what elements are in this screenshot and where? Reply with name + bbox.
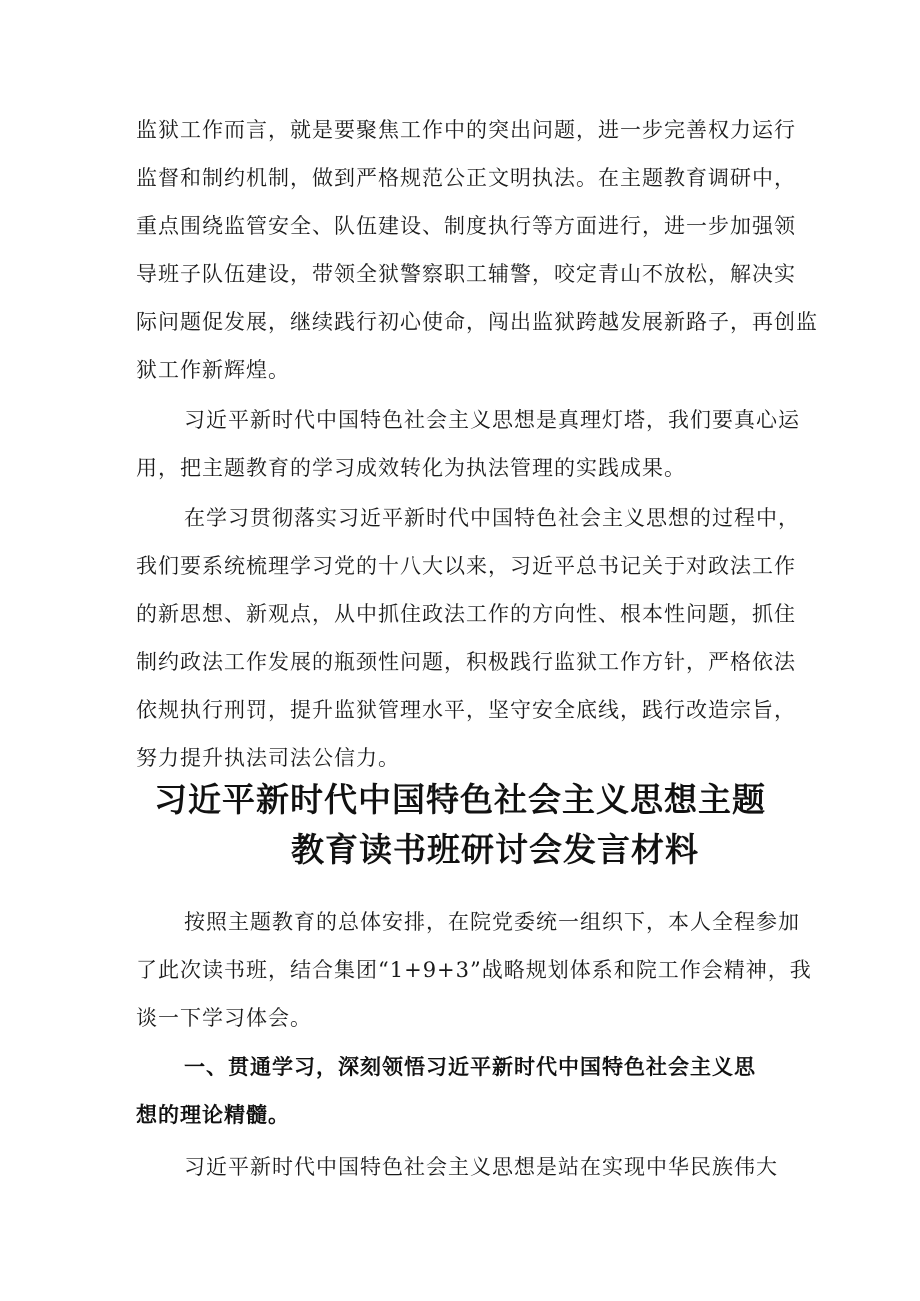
text-line: 按照主题教育的总体安排，在院党委统一组织下，本人全程参加 [184, 910, 800, 934]
text-line: 的新思想、新观点，从中抓住政法工作的方向性、根本性问题，抓住 [136, 602, 796, 626]
text-line: 监狱工作而言，就是要聚焦工作中的突出问题，进一步完善权力运行 [136, 118, 796, 142]
text-line: 努力提升执法司法公信力。 [136, 746, 400, 770]
text-line: 了此次读书班，结合集团“1+9+3”战略规划体系和院工作会精神，我 [136, 958, 812, 982]
section-heading-1 [136, 1043, 796, 1139]
text-line: 谈一下学习体会。 [136, 1006, 312, 1030]
text-line: 监督和制约机制，做到严格规范公正文明执法。在主题教育调研中， [136, 166, 796, 190]
text-line: 习近平新时代中国特色社会主义思想是站在实现中华民族伟大 [184, 1155, 778, 1179]
paragraph-intro [136, 898, 812, 1042]
heading-line: 一、贯通学习，深刻领悟习近平新时代中国特色社会主义思 [184, 1055, 756, 1079]
document-title [0, 775, 920, 875]
text-line: 制约政法工作发展的瓶颈性问题，积极践行监狱工作方针，严格依法 [136, 650, 796, 674]
text-line: 际问题促发展，继续践行初心使命，闯出监狱跨越发展新路子，再创监 [136, 310, 818, 334]
paragraph-continuation [136, 106, 818, 394]
paragraph-study-implementation [136, 494, 800, 782]
paragraph-section-1-start [136, 1143, 796, 1191]
paragraph-truth-lighthouse [136, 396, 800, 492]
text-line: 用，把主题教育的学习成效转化为执法管理的实践成果。 [136, 456, 686, 480]
text-line: 依规执行刑罚，提升监狱管理水平，坚守安全底线，践行改造宗旨， [136, 698, 796, 722]
text-line: 在学习贯彻落实习近平新时代中国特色社会主义思想的过程中， [184, 506, 800, 530]
heading-line: 想的理论精髓。 [136, 1103, 290, 1127]
title-line: 习近平新时代中国特色社会主义思想主题 [154, 780, 766, 819]
text-line: 我们要系统梳理学习党的十八大以来，习近平总书记关于对政法工作 [136, 554, 796, 578]
text-line: 习近平新时代中国特色社会主义思想是真理灯塔，我们要真心运 [184, 408, 800, 432]
text-line: 狱工作新辉煌。 [136, 358, 290, 382]
title-line: 教育读书班研讨会发言材料 [291, 830, 699, 869]
text-line: 导班子队伍建设，带领全狱警察职工辅警，咬定青山不放松，解决实 [136, 262, 796, 286]
text-line: 重点围绕监管安全、队伍建设、制度执行等方面进行，进一步加强领 [136, 214, 796, 238]
